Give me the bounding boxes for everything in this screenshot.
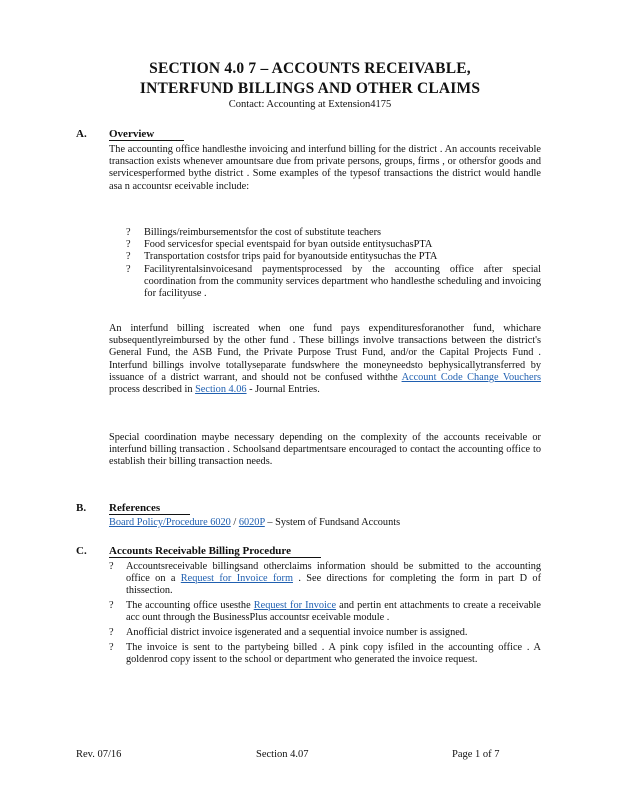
request-for-invoice-form-link[interactable]: Request for Invoice form [180, 573, 293, 585]
bullet-marker: ? [109, 641, 114, 653]
list-item: ? Transportation costsfor trips paid for byanoutside entitysuchas the PTA [126, 251, 438, 263]
procedure-6020p-link[interactable]: 6020P [238, 517, 265, 528]
footer-section: Section 4.07 [256, 749, 309, 760]
section-c-heading: Accounts Receivable Billing Procedure [109, 545, 321, 558]
request-for-invoice-link[interactable]: Request for Invoice [253, 600, 337, 612]
bullet-marker: ? [109, 627, 114, 639]
list-item: ? Accountsreceivable billingsand otherclaims information should be submitted to the accounting office on a Request for Invoice form . See directions for completing the form in part D of thissection. [109, 561, 541, 597]
bullet-marker: ? [109, 600, 114, 612]
bullet-marker: ? [126, 227, 131, 238]
page-title-line1: SECTION 4.0 7 – ACCOUNTS RECEIVABLE, [149, 60, 471, 77]
section-c-letter: C. [76, 545, 87, 557]
section-b-heading: References [109, 502, 190, 515]
coordination-paragraph: Special coordination maybe necessary depending on the complexity of the accounts receivable or interfund billing transaction . Schoolsand departmentsare encouraged to contact the accounting office to establish their billing transaction needs. [109, 432, 541, 468]
bullet-marker: ? [109, 561, 114, 572]
procedure-list [109, 561, 541, 669]
section-4-06-link[interactable]: Section 4.06 [195, 384, 247, 396]
bullet-marker: ? [126, 239, 131, 251]
list-item: ? The invoice is sent to the partybeing billed . A pink copy isfiled in the accounting office . A goldenrod copy issent to the school or department who generated the invoice request. [109, 641, 541, 665]
contact-line: Contact: Accounting at Extension4175 [228, 99, 392, 110]
bullet-marker: ? [126, 263, 131, 275]
section-a-letter: A. [76, 128, 87, 140]
list-item: ? Facilityrentalsinvoicesand paymentsprocessed by the accounting office after special coordination from the community services department who handlesthe scheduling and invoicing for facilityuse . [126, 263, 541, 300]
list-item: ? Food servicesfor special eventspaid for byan outside entitysuchasPTA [126, 239, 433, 251]
footer-revision: Rev. 07/16 [76, 749, 122, 760]
interfund-paragraph: An interfund billing iscreated when one fund pays expendituresforanother fund, whichare subsequentlyreimbursed by the other fund . These billings involve transactions between the district's General Fund, the ASB Fund, the Private Purpose Trust Fund, and/or the Capital Projects Fund . Interfund billings involve totallyseparate fundswhere the moneyneedsto bephysicallytransferred by issuance of a district warrant, and should not be confused withthe Account Code Change Vouchers process described in Section 4.06 - Journal Entries. [109, 323, 541, 396]
footer-page-number: Page 1 of 7 [452, 749, 500, 760]
list-item: ? Billings/reimbursementsfor the cost of substitute teachers [126, 227, 382, 238]
references-line: Board Policy/Procedure 6020 / 6020P – System of Fundsand Accounts [109, 517, 401, 528]
list-item: ? Anofficial district invoice isgenerated and a sequential invoice number is assigned. [109, 627, 468, 639]
section-b-letter: B. [76, 502, 87, 514]
page-title-line2: INTERFUND BILLINGS AND OTHER CLAIMS [139, 80, 481, 97]
list-item: ? The accounting office usesthe Request for Invoice and pertin ent attachments to create a receivable acc ount through the BusinessPlus accountsr eceivable module . [109, 600, 541, 624]
examples-list [126, 227, 541, 300]
board-policy-6020-link[interactable]: Board Policy/Procedure 6020 [109, 517, 231, 528]
account-code-change-vouchers-link[interactable]: Account Code Change Vouchers [401, 371, 541, 383]
overview-paragraph: The accounting office handlesthe invoicing and interfund billing for the district . An accounts receivable transaction exists whenever amountsare due from private persons, groups, firms , or othersfor goods and servicesperformed bythe district . Some examples of the typesof transactions the district would handle asa n accountsr eceivable include: [109, 144, 541, 192]
section-a-heading: Overview [109, 128, 184, 141]
bullet-marker: ? [126, 251, 131, 263]
